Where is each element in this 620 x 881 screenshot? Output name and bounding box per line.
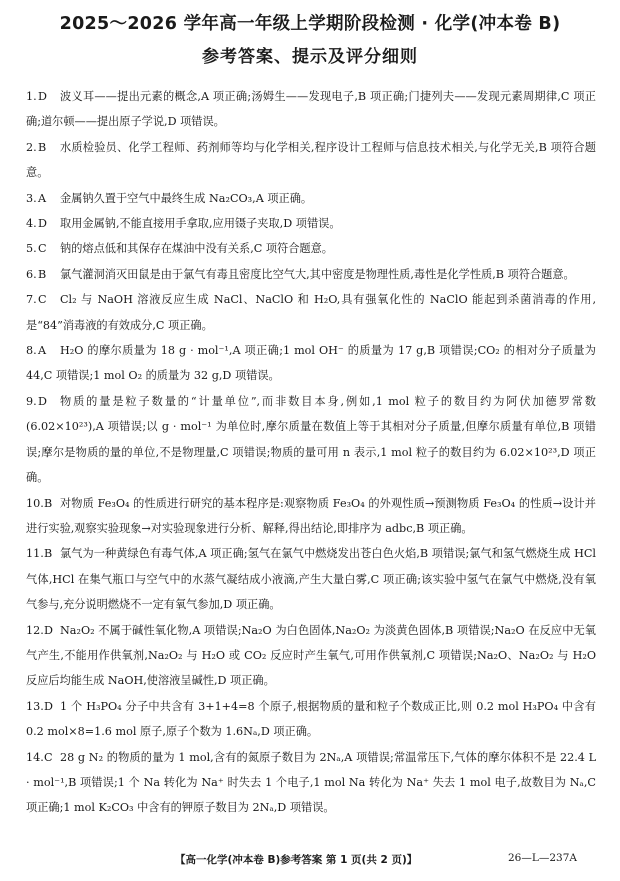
item-answer: D (38, 217, 47, 231)
item-number: 10. (26, 496, 44, 510)
item-number: 5. (26, 242, 37, 256)
item-number: 4. (26, 217, 37, 231)
answer-item-11 (26, 541, 596, 617)
answer-item-1 (26, 84, 596, 135)
item-number: 2. (26, 140, 37, 154)
answer-list (26, 84, 596, 821)
item-answer: A (38, 191, 47, 205)
item-explanation: 1 个 H₃PO₄ 分子中共含有 3+1+4=8 个原子,根据物质的量和粒子个数成正比,则 0.2 mol H₃PO₄ 中含有 0.2 mol×8=1.6 mol 原子,原子个数为 1.6Nₐ,D 项正确。 (26, 699, 596, 739)
item-explanation: 物质的量是粒子数量的“计量单位”,而非数目本身,例如,1 mol 粒子的数目约为阿伏加德罗常数(6.02×10²³),A 项错误;以 g · mol⁻¹ 为单位时,摩尔质量在数值上等于其相对分子质量,但摩尔质量有单位,B 项错误;摩尔是物质的量的单位,不是物理量,C 项错误;物质的量可用 n 表示,1 mol 粒子的数目约为 6.02×10²³,D 项正确。 (26, 394, 596, 485)
item-explanation: 氯气为一种黄绿色有毒气体,A 项正确;氢气在氯气中燃烧发出苍白色火焰,B 项错误;氯气和氢气燃烧生成 HCl 气体,HCl 在集气瓶口与空气中的水蒸气凝结成小液滴,产生大量白雾,C 项正确;该实验中氢气在氯气中燃烧,没有氧气参与,充分说明燃烧不一定有氧气参加,D 项正确。 (26, 547, 596, 612)
item-answer: B (38, 140, 47, 154)
item-answer: B (44, 496, 53, 510)
answer-item-3 (26, 186, 596, 211)
item-answer: D (44, 623, 53, 637)
item-number: 1. (26, 90, 37, 103)
answer-item-8 (26, 338, 596, 389)
answer-item-4 (26, 211, 596, 236)
item-answer: C (44, 750, 53, 764)
item-number: 6. (26, 267, 37, 281)
item-answer: D (38, 90, 47, 103)
item-number: 13. (26, 699, 44, 713)
page-title: 2025～2026 学年高一年级上学期阶段检测 · 化学(冲本卷 B) (59, 14, 561, 34)
page-subtitle: 参考答案、提示及评分细则 (202, 47, 418, 67)
item-explanation: 波义耳——提出元素的概念,A 项正确;汤姆生——发现电子,B 项正确;门捷列夫——发现元素周期律,C 项正确;道尔顿——提出原子学说,D 项错误。 (26, 90, 596, 129)
item-number: 14. (26, 750, 44, 764)
answer-item-5 (26, 236, 596, 261)
item-explanation: 取用金属钠,不能直接用手拿取,应用镊子夹取,D 项错误。 (60, 217, 341, 231)
item-number: 12. (26, 623, 44, 637)
item-explanation: 金属钠久置于空气中最终生成 Na₂CO₃,A 项正确。 (60, 191, 313, 205)
item-number: 7. (26, 293, 37, 307)
item-answer: D (44, 699, 53, 713)
item-explanation: 水质检验员、化学工程师、药剂师等均与化学相关,程序设计工程师与信息技术相关,与化学无关,B 项符合题意。 (26, 140, 596, 180)
answer-item-6 (26, 262, 596, 287)
answer-item-2 (26, 135, 596, 186)
answer-item-9 (26, 389, 596, 491)
item-answer: D (38, 394, 47, 408)
item-explanation: Cl₂ 与 NaOH 溶液反应生成 NaCl、NaClO 和 H₂O,具有强氧化性的 NaClO 能起到杀菌消毒的作用,是“84”消毒液的有效成分,C 项正确。 (26, 293, 596, 332)
item-explanation: H₂O 的摩尔质量为 18 g · mol⁻¹,A 项正确;1 mol OH⁻ 的质量为 17 g,B 项错误;CO₂ 的相对分子质量为 44,C 项错误;1 mol O₂ 的质量为 32 g,D 项错误。 (26, 344, 596, 383)
item-explanation: 氯气灌洞消灭田鼠是由于氯气有毒且密度比空气大,其中密度是物理性质,毒性是化学性质,B 项符合题意。 (60, 267, 575, 281)
answer-item-10 (26, 491, 596, 542)
item-answer: C (38, 293, 47, 307)
item-number: 11. (26, 547, 44, 561)
answer-item-13 (26, 694, 596, 745)
answer-item-14 (26, 745, 596, 821)
item-answer: B (44, 547, 53, 561)
footer-page-info: 【高一化学(冲本卷 B)参考答案 第 1 页(共 2 页)】 (175, 854, 418, 866)
footer-code: 26—L—237A (508, 852, 577, 864)
item-answer: A (38, 344, 47, 358)
item-number: 9. (26, 394, 37, 408)
item-number: 3. (26, 191, 37, 205)
item-number: 8. (26, 344, 37, 358)
item-answer: C (38, 242, 47, 256)
item-explanation: 28 g N₂ 的物质的量为 1 mol,含有的氮原子数目为 2Nₐ,A 项错误;常温常压下,气体的摩尔体积不是 22.4 L · mol⁻¹,B 项错误;1 个 Na 转化为 Na⁺ 时失去 1 个电子,1 mol Na 转化为 Na⁺ 失去 1 mol 电子,故数目为 Nₐ,C 项正确;1 mol K₂CO₃ 中含有的钾原子数目为 2Nₐ,D 项错误。 (26, 750, 596, 815)
item-answer: B (38, 267, 47, 281)
item-explanation: 对物质 Fe₃O₄ 的性质进行研究的基本程序是:观察物质 Fe₃O₄ 的外观性质→预测物质 Fe₃O₄ 的性质→设计并进行实验,观察实验现象→对实验现象进行分析、解释,得出结论,即排序为 adbc,B 项正确。 (26, 496, 596, 535)
item-explanation: Na₂O₂ 不属于碱性氧化物,A 项错误;Na₂O 为白色固体,Na₂O₂ 为淡黄色固体,B 项错误;Na₂O 在反应中无氧气产生,不能用作供氧剂,Na₂O₂ 与 H₂O 或 CO₂ 反应时产生氧气,可用作供氧剂,C 项错误;Na₂O、Na₂O₂ 与 H₂O 反应后均能生成 NaOH,使溶液呈碱性,D 项正确。 (26, 623, 596, 688)
answer-item-7 (26, 287, 596, 338)
answer-item-12 (26, 618, 596, 694)
item-explanation: 钠的熔点低和其保存在煤油中没有关系,C 项符合题意。 (60, 242, 333, 256)
